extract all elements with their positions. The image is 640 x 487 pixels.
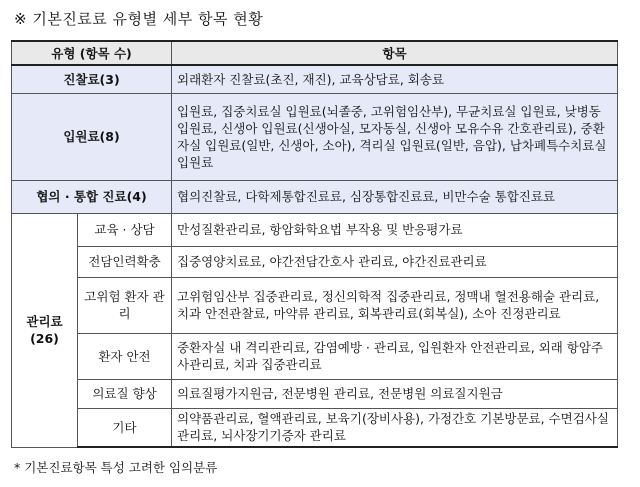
- row-items-consult: 협의진찰료, 다학제통합진료료, 심장통합진료료, 비만수술 통합진료료: [172, 180, 618, 213]
- table-row: [12, 333, 618, 379]
- table-row: [12, 379, 618, 408]
- mgmt-sub-name: 전담인력확충: [78, 246, 172, 277]
- mgmt-sub-items: 의료질평가지원금, 전문병원 관리료, 전문병원 의료질지원금: [172, 379, 618, 408]
- header-type: 유형 (항목 수): [12, 41, 172, 65]
- page-title: ※ 기본진료료 유형별 세부 항목 현황: [14, 10, 264, 28]
- mgmt-sub-items: 의약품관리료, 혈액관리료, 보육기(장비사용), 가정간호 기본방문료, 수면검사실 관리료, 뇌사장기기증자 관리료: [172, 408, 618, 447]
- footnote: * 기본진료항목 특성 고려한 임의분류: [14, 460, 218, 475]
- row-category-exam: 진찰료(3): [12, 65, 172, 93]
- mgmt-sub-name: 교육 · 상담: [78, 213, 172, 246]
- table-row: [12, 246, 618, 277]
- table-row: [12, 277, 618, 333]
- table-row: [12, 408, 618, 447]
- table-row: [12, 65, 618, 93]
- mgmt-sub-name: 환자 안전: [78, 333, 172, 379]
- mgmt-sub-items: 중환자실 내 격리관리료, 감염예방 · 관리료, 입원환자 안전관리료, 외래 항암주사관리료, 치과 집중관리료: [172, 333, 618, 379]
- table-row: [12, 213, 618, 246]
- mgmt-sub-name: 의료질 향상: [78, 379, 172, 408]
- row-items-admission: 입원료, 집중치료실 입원료(뇌졸중, 고위험임산부), 무균치료실 입원료, 낮병동 입원료, 신생아 입원료(신생아실, 모자동실, 신생아 모유수유 간호관리료), 중환자실 입원료(일반, 신생아, 소아), 격리실 입원료(일반, 음압), 납차폐특수치료실 입원료: [172, 93, 618, 180]
- mgmt-sub-name: 고위험 환자 관리: [78, 277, 172, 333]
- table-row: [12, 180, 618, 213]
- table-row: [12, 93, 618, 180]
- mgmt-sub-items: 만성질환관리료, 항암화학요법 부작용 및 반응평가료: [172, 213, 618, 246]
- mgmt-category: [12, 213, 78, 447]
- row-category-consult: 협의 · 통합 진료(4): [12, 180, 172, 213]
- mgmt-label: 관리료: [26, 314, 63, 329]
- row-items-exam: 외래환자 진찰료(초진, 재진), 교육상담료, 회송료: [172, 65, 618, 93]
- basic-medical-fee-table: [11, 40, 618, 448]
- mgmt-sub-name: 기타: [78, 408, 172, 447]
- row-category-admission: 입원료(8): [12, 93, 172, 180]
- header-items: 항목: [172, 41, 618, 65]
- mgmt-sub-items: 고위험임산부 집중관리료, 정신의학적 집중관리료, 정맥내 혈전용해술 관리료, 치과 안전관찰료, 마약류 관리료, 회복관리료(회복실), 소아 진정관리료: [172, 277, 618, 333]
- mgmt-sub-items: 집중영양치료료, 야간전담간호사 관리료, 야간진료관리료: [172, 246, 618, 277]
- mgmt-count: (26): [30, 331, 59, 346]
